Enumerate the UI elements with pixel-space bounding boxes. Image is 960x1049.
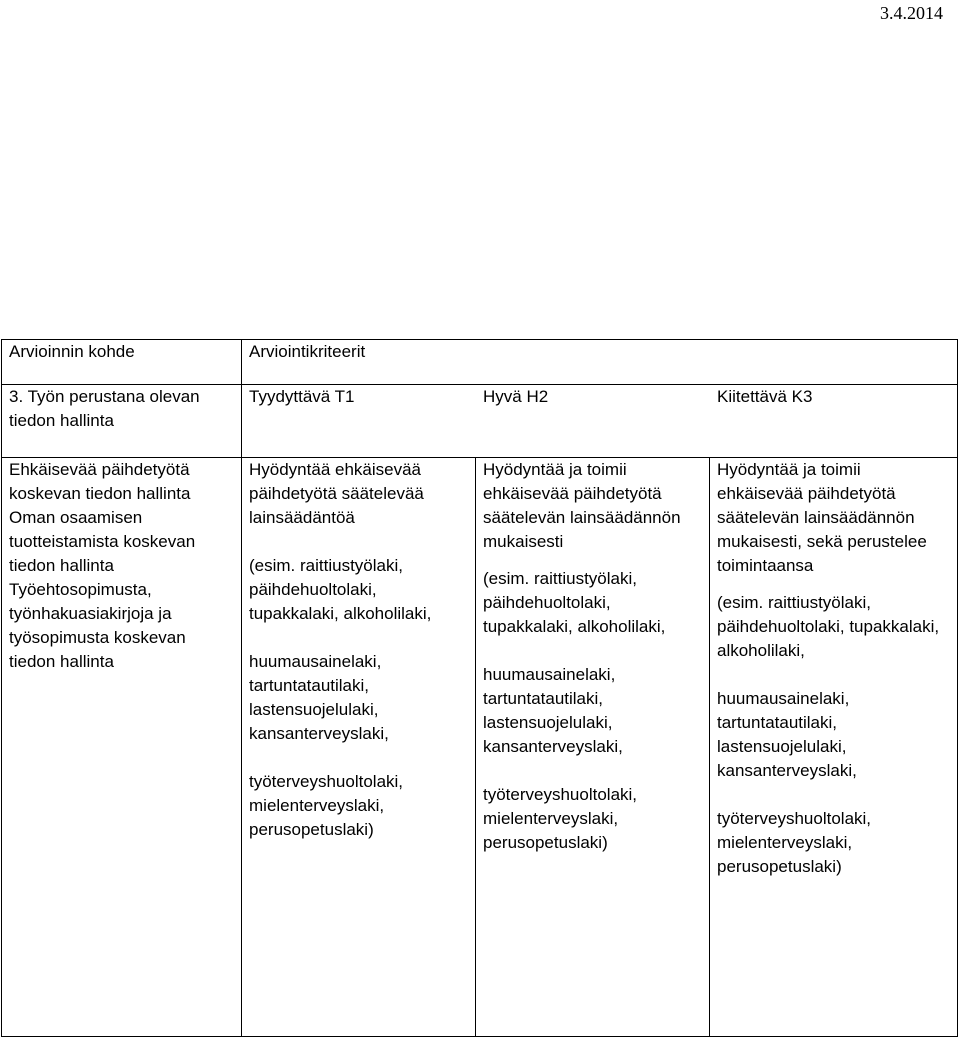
h2-examples-1: (esim. raittiustyölaki, päihdehuoltolaki, tupakkalaki, alkoholilaki, bbox=[483, 569, 666, 636]
k3-examples-2: huumausainelaki, tartuntatautilaki, lastensuojelulaki, kansanterveyslaki, bbox=[717, 689, 857, 780]
h2-examples-2: huumausainelaki, tartuntatautilaki, lastensuojelulaki, kansanterveyslaki, bbox=[483, 665, 623, 756]
subject-items-cell bbox=[2, 458, 242, 1037]
k3-intro: Hyödyntää ja toimii ehkäisevää päihdetyötä säätelevän lainsäädännön mukaisesti, sekä perustelee toimintaansa bbox=[717, 460, 927, 575]
col-header-subject: Arvioinnin kohde bbox=[2, 340, 242, 385]
k3-examples-1: (esim. raittiustyölaki, päihdehuoltolaki, tupakkalaki, alkoholilaki, bbox=[717, 593, 940, 660]
assessment-table bbox=[1, 339, 958, 1037]
level-k3: Kiitettävä K3 bbox=[717, 387, 813, 406]
t1-examples-2: huumausainelaki, tartuntatautilaki, lastensuojelulaki, kansanterveyslaki, bbox=[249, 652, 389, 743]
table-content-row bbox=[2, 458, 958, 1037]
h2-criteria-cell bbox=[476, 458, 710, 1037]
level-h2: Hyvä H2 bbox=[483, 387, 549, 406]
h2-intro: Hyödyntää ja toimii ehkäisevää päihdetyötä säätelevän lainsäädännön mukaisesti bbox=[483, 460, 681, 551]
t1-intro: Hyödyntää ehkäisevää päihdetyötä säätelevää lainsäädäntöä bbox=[249, 460, 424, 527]
subject-title: 3. Työn perustana olevan tiedon hallinta bbox=[2, 385, 242, 458]
page-date: 3.4.2014 bbox=[880, 3, 943, 23]
t1-criteria-cell bbox=[242, 458, 476, 1037]
subject-item: Oman osaamisen tuotteistamista koskevan tiedon hallinta bbox=[9, 508, 196, 575]
table-levels-row bbox=[2, 385, 958, 458]
table-header-row bbox=[2, 340, 958, 385]
levels-cell bbox=[242, 385, 958, 458]
subject-item: Työehtosopimusta, työnhakuasiakirjoja ja työsopimusta koskevan tiedon hallinta bbox=[9, 580, 186, 671]
subject-item: Ehkäisevää päihdetyötä koskevan tiedon hallinta bbox=[9, 460, 191, 503]
k3-examples-3: työterveyshuoltolaki, mielenterveyslaki, perusopetuslaki) bbox=[717, 809, 872, 876]
k3-criteria-cell bbox=[710, 458, 958, 1037]
t1-examples-3: työterveyshuoltolaki, mielenterveyslaki, perusopetuslaki) bbox=[249, 772, 404, 839]
level-t1: Tyydyttävä T1 bbox=[249, 387, 355, 406]
h2-examples-3: työterveyshuoltolaki, mielenterveyslaki, perusopetuslaki) bbox=[483, 785, 638, 852]
col-header-criteria: Arviointikriteerit bbox=[242, 340, 958, 385]
t1-examples-1: (esim. raittiustyölaki, päihdehuoltolaki, tupakkalaki, alkoholilaki, bbox=[249, 556, 432, 623]
